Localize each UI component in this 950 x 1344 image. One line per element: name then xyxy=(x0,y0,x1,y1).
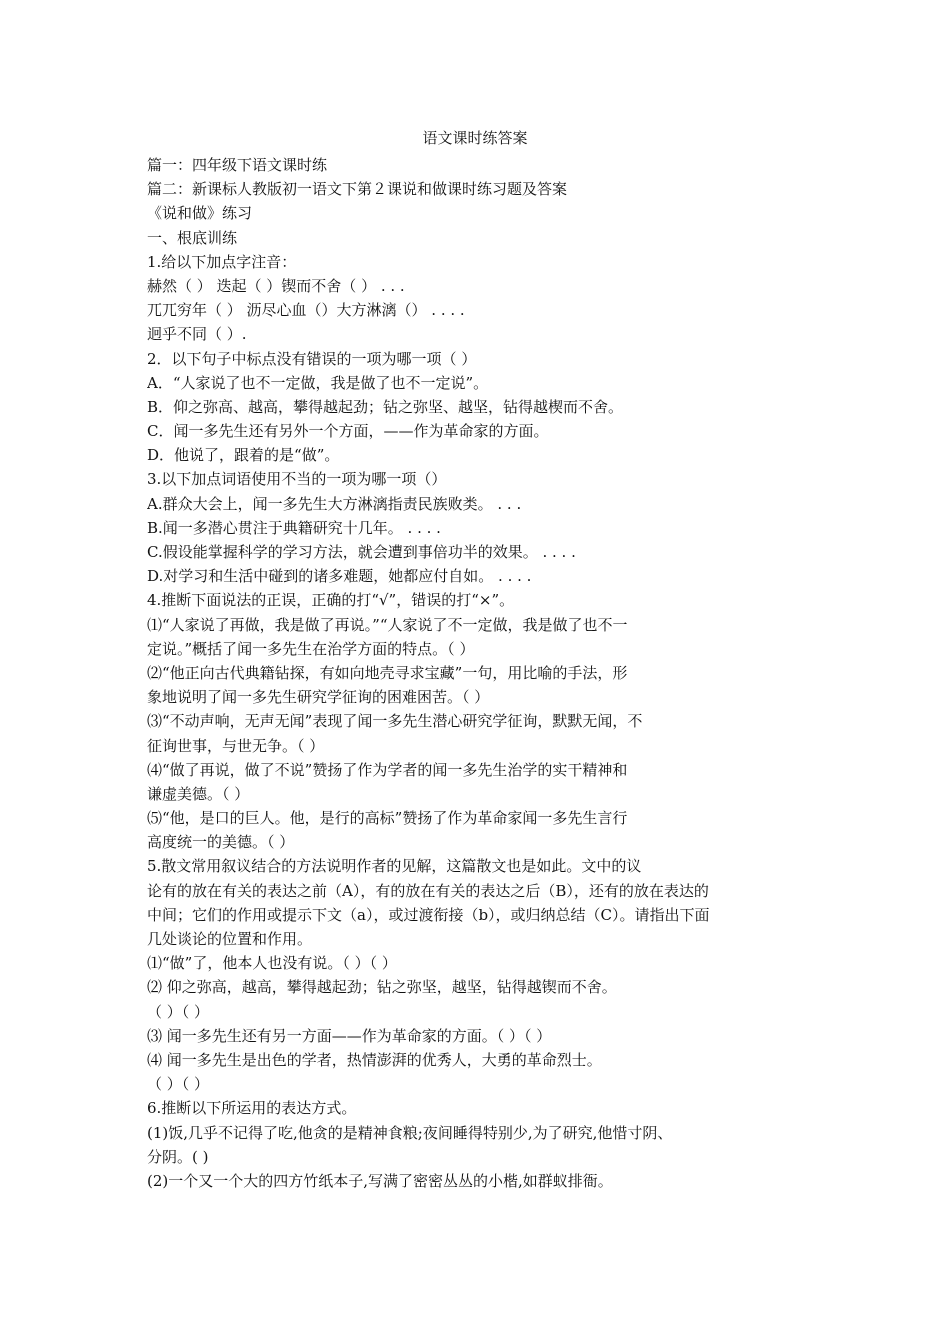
text-line: 1.给以下加点字注音： xyxy=(147,252,297,271)
text-line: 6.推断以下所运用的表达方式。 xyxy=(147,1099,357,1118)
text-line: ⑸“他，是口的巨人。他，是行的高标”赞扬了作为革命家闻一多先生言行 xyxy=(147,809,628,828)
text-line: 征询世事，与世无争。（ ） xyxy=(147,736,325,755)
text-line: 兀兀穷年（ ） 沥尽心血（）大方淋漓（） . . . . xyxy=(147,301,465,320)
text-line: B．仰之弥高、越高，攀得越起劲；钻之弥坚、越坚，钻得越楔而不舍。 xyxy=(147,397,624,416)
text-line: 《说和做》练习 xyxy=(147,204,253,223)
text-line: 4.推断下面说法的正误，正确的打“√”，错误的打“×”。 xyxy=(147,591,515,610)
text-line: 5.散文常用叙议结合的方法说明作者的见解，这篇散文也是如此。文中的议 xyxy=(147,857,642,876)
text-line: 分阴。( ) xyxy=(147,1147,209,1166)
text-line: 几处谈论的位置和作用。 xyxy=(147,930,313,948)
text-line: 中间；它们的作用或提示下文（a），或过渡衔接（b），或归纳总结（C）。请指出下面 xyxy=(147,905,710,924)
text-line: 迥乎不同（ ）. xyxy=(147,325,247,344)
text-line: ⑷ 闻一多先生是出色的学者，热情澎湃的优秀人，大勇的革命烈士。 xyxy=(147,1050,602,1069)
text-line: C．闻一多先生还有另外一个方面，——作为革命家的方面。 xyxy=(147,422,549,441)
text-line: ⑴“做”了，他本人也没有说。（ ）（ ） xyxy=(147,954,397,973)
text-line: 谦虚美德。（ ） xyxy=(147,784,250,803)
text-line: 篇二：新课标人教版初一语文下第２课说和做课时练习题及答案 xyxy=(147,180,568,199)
text-line: 一、根底训练 xyxy=(147,228,238,247)
text-line: 3.以下加点词语使用不当的一项为哪一项（） xyxy=(147,470,447,489)
text-line: ⑴“人家说了再做，我是做了再说。”“人家说了不一定做，我是做了也不一 xyxy=(147,615,628,634)
text-line: (2)一个又一个大的四方竹纸本子,写满了密密丛丛的小楷,如群蚁排衙。 xyxy=(147,1171,613,1190)
text-line: 定说。”概括了闻一多先生在治学方面的特点。（ ） xyxy=(147,639,475,658)
text-line: ⑶ 闻一多先生还有另一方面——作为革命家的方面。（ ）（ ） xyxy=(147,1026,552,1045)
text-line: 高度统一的美德。（ ） xyxy=(147,833,295,852)
text-line: ⑵“他正向古代典籍钻探，有如向地壳寻求宝藏”一句，用比喻的手法，形 xyxy=(147,663,628,682)
text-line: 象地说明了闻一多先生研究学征询的困难困苦。（ ） xyxy=(147,688,490,707)
text-line: （ ）（ ） xyxy=(147,1075,210,1094)
text-line: C.假设能掌握科学的学习方法，就会遭到事倍功半的效果。 . . . . xyxy=(147,543,576,561)
text-line: ⑷“做了再说，做了不说”赞扬了作为学者的闻一多先生治学的实干精神和 xyxy=(147,760,628,779)
text-line: B.闻一多潜心贯注于典籍研究十几年。 . . . . xyxy=(147,518,441,537)
text-line: (1)饭,几乎不记得了吃,他贪的是精神食粮;夜间睡得特别少,为了研究,他惜寸阴、 xyxy=(147,1123,673,1142)
text-line: 赫然（ ） 迭起（ ）锲而不舍（ ） . . . xyxy=(147,276,405,295)
text-line: D．他说了，跟着的是“做”。 xyxy=(147,446,340,465)
text-line: 2．以下句子中标点没有错误的一项为哪一项（ ） xyxy=(147,349,477,368)
text-line: 篇一：四年级下语文课时练 xyxy=(147,156,328,174)
text-line: A.群众大会上，闻一多先生大方淋漓指责民族败类。 . . . xyxy=(147,494,522,513)
text-line: ⑶“不动声响，无声无闻”表现了闻一多先生潜心研究学征询，默默无闻，不 xyxy=(147,712,643,731)
text-line: 论有的放在有关的表达之前（A），有的放在有关的表达之后（B），还有的放在表达的 xyxy=(147,881,709,900)
text-line: D.对学习和生活中碰到的诸多难题，她都应付自如。 . . . . xyxy=(147,567,532,586)
text-line: （ ）（ ） xyxy=(147,1002,210,1021)
document-title: 语文课时练答案 xyxy=(422,129,528,147)
document-body xyxy=(147,153,827,1193)
text-line: ⑵ 仰之弥高，越高，攀得越起劲；钻之弥坚，越坚，钻得越锲而不舍。 xyxy=(147,978,617,997)
text-line: A．“人家说了也不一定做，我是做了也不一定说”。 xyxy=(147,373,489,392)
